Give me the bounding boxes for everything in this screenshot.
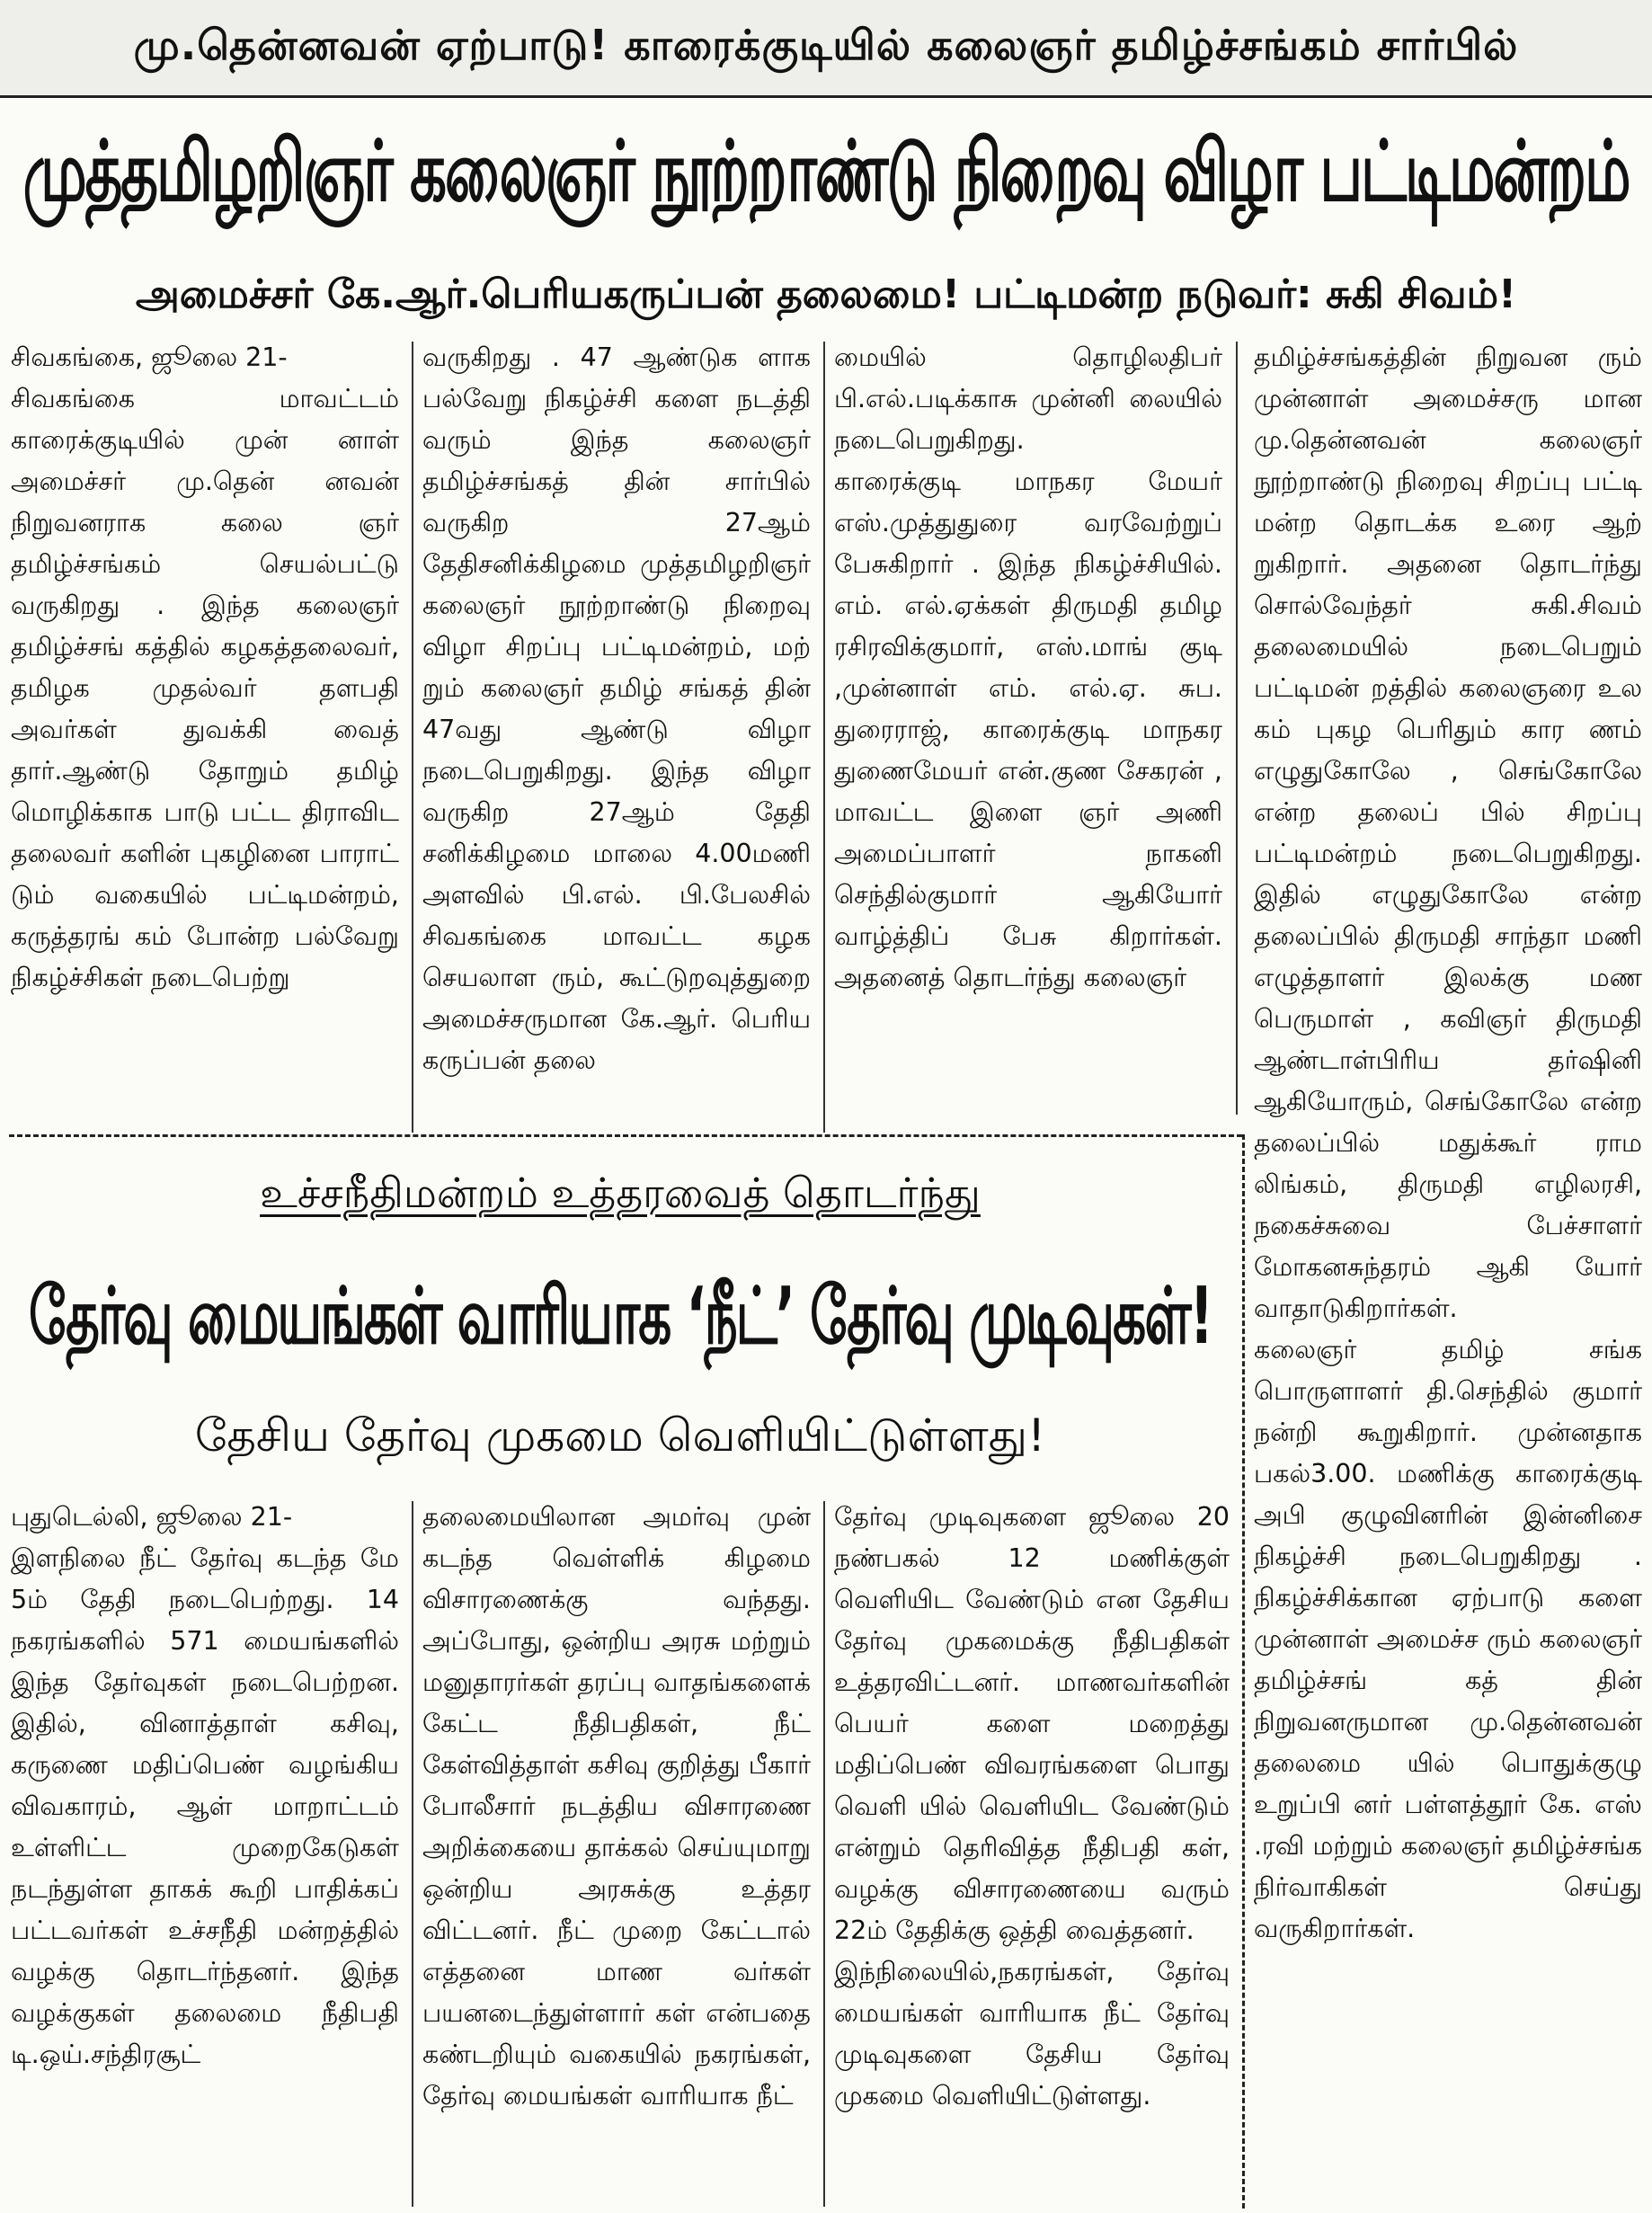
- column-rule: [823, 1501, 825, 2207]
- story1-headline: முத்தமிழறிஞர் கலைஞர் நூற்றாண்டு நிறைவு விழா பட்டிமன்றம்: [22, 124, 1630, 221]
- kicker-text: உச்சநீதிமன்றம் உத்தரவைத் தொடர்ந்து: [260, 1168, 981, 1217]
- story2-subhead: தேசிய தேர்வு முகமை வெளியிட்டுள்ளது!: [194, 1409, 1046, 1462]
- story1-column-2: [422, 337, 811, 1191]
- column-rule: [823, 342, 825, 1133]
- story2-column-2: [422, 1497, 811, 2207]
- kicker-banner: மு.தென்னவன் ஏற்பாடு! காரைக்குடியில் கலைஞர் தமிழ்ச்சங்கம் சார்பில்: [0, 0, 1652, 98]
- column-text: சிவகங்கை, ஜூலை 21- சிவகங்கை மாவட்டம் காரைக்குடியில் முன் னாள் அமைச்சர் மு.தென் னவன் நிறுவனராக கலை ஞர் தமிழ்ச்சங்கம் செயல்பட்டு வருகிறது . இந்த கலைஞர் தமிழ்ச்சங் கத்தில் கழகத்தலைவர், தமிழக முதல்வர் தளபதி அவர்கள் துவக்கி வைத் தார்.ஆண்டு தோறும் தமிழ் மொழிக்காக பாடு பட்ட திராவிட தலைவர் களின் புகழினை பாராட் டும் வகையில் பட்டிமன்றம், கருத்தரங் கம் போன்ற பல்வேறு நிகழ்ச்சிகள் நடைபெற்று: [11, 342, 399, 992]
- column-text: மையில் தொழிலதிபர் பி.எல்.படிக்காசு முன்னி லையில் நடைபெறுகிறது. காரைக்குடி மாநகர மேயர் எஸ்.முத்துதுரை வரவேற்றுப் பேசுகிறார் . இந்த நிகழ்ச்சியில். எம். எல்.ஏக்கள் திருமதி தமிழ ரசிரவிக்குமார், எஸ்.மாங் குடி ,முன்னாள் எம். எல்.ஏ. சுப. துரைராஜ், காரைக்குடி மாநகர துணைமேயர் என்.குண சேகரன் , மாவட்ட இளை ஞர் அணி அமைப்பாளர் நாகனி செந்தில்குமார் ஆகியோர் வாழ்த்திப் பேசு கிறார்கள். அதனைத் தொடர்ந்து கலைஞர்: [834, 342, 1222, 992]
- story-divider: [9, 1134, 1242, 1137]
- story-divider-vertical: [1242, 1134, 1245, 2209]
- column-text: தேர்வு முடிவுகளை ஜூலை 20 நண்பகல் 12 மணிக்குள் வெளியிட வேண்டும் என தேசிய தேர்வு முகமைக்கு நீதிபதிகள் உத்தரவிட்டனர். மாணவர்களின் பெயர் களை மறைத்து மதிப்பெண் விவரங்களை பொது வெளி யில் வெளியிட வேண்டும் என்றும் தெரிவித்த நீதிபதி கள், வழக்கு விசாரணையை வரும் 22ம் தேதிக்கு ஒத்தி வைத்தனர். இந்நிலையில்,நகரங்கள், தேர்வு மையங்கள் வாரியாக நீட் தேர்வு முடிவுகளை தேசிய தேர்வு முகமை வெளியிட்டுள்ளது.: [834, 1502, 1230, 2111]
- column-rule: [412, 1501, 413, 2207]
- column-text: தமிழ்ச்சங்கத்தின் நிறுவன ரும் முன்னாள் அமைச்சரு மான மு.தென்னவன் கலைஞர் நூற்றாண்டு நிறைவு சிறப்பு பட்டி மன்ற தொடக்க உரை ஆற் றுகிறார். அதனை தொடர்ந்து சொல்வேந்தர் சுகி.சிவம் தலைமையில் நடைபெறும் பட்டிமன் றத்தில் கலைஞரை உல கம் புகழ பெரிதும் கார ணம் எழுதுகோலே , செங்கோலே என்ற தலைப் பில் சிறப்பு பட்டிமன்றம் நடைபெறுகிறது. இதில் எழுதுகோலே என்ற தலைப்பில் திருமதி சாந்தா மணி எழுத்தாளர் இலக்கு மண பெருமாள் , கவிஞர் திருமதி ஆண்டாள்பிரிய தர்ஷினி ஆகியோரும், செங்கோலே என்ற தலைப்பில் மதுக்கூர் ராம லிங்கம், திருமதி எழிலரசி, நகைச்சுவை பேச்சாளர் மோகனசுந்தரம் ஆகி யோர் வாதாடுகிறார்கள். கலைஞர் தமிழ் சங்க பொருளாளர் தி.செந்தில் குமார் நன்றி கூறுகிறார். முன்னதாக பகல்3.00. மணிக்கு காரைக்குடி அபி குழுவினரின் இன்னிசை நிகழ்ச்சி நடைபெறுகிறது . நிகழ்ச்சிக்கான ஏற்பாடு களை முன்னாள் அமைச்ச ரும் கலைஞர் தமிழ்ச்சங் கத் தின் நிறுவனருமான மு.தென்னவன் தலைமை யில் பொதுக்குழு உறுப்பி னர் பள்ளத்தூர் கே. எஸ் .ரவி மற்றும் கலைஞர் தமிழ்ச்சங்க நிர்வாகிகள் செய்து வருகிறார்கள்.: [1254, 342, 1642, 1943]
- story1-column-4: [1254, 337, 1642, 2207]
- story2-headline: தேர்வு மையங்கள் வாரியாக ‘நீட்’ தேர்வு முடிவுகள்!: [28, 1270, 1212, 1362]
- story1-subhead: அமைச்சர் கே.ஆர்.பெரியகருப்பன் தலைமை! பட்டிமன்ற நடுவர்: சுகி சிவம்!: [135, 271, 1517, 317]
- column-text: வருகிறது . 47 ஆண்டுக ளாக பல்வேறு நிகழ்ச்சி களை நடத்தி வரும் இந்த கலைஞர் தமிழ்ச்சங்கத் தின் சார்பில் வருகிற 27ஆம் தேதிசனிக்கிழமை முத்தமிழறிஞர் கலைஞர் நூற்றாண்டு நிறைவு விழா சிறப்பு பட்டிமன்றம், மற் றும் கலைஞர் தமிழ் சங்கத் தின் 47வது ஆண்டு விழா நடைபெறுகிறது. இந்த விழா வருகிற 27ஆம் தேதி சனிக்கிழமை மாலை 4.00மணி அளவில் பி.எல். பி.பேலசில் சிவகங்கை மாவட்ட கழக செயலாள ரும், கூட்டுறவுத்துறை அமைச்சருமான கே.ஆர். பெரிய கருப்பன் தலை: [422, 342, 811, 1075]
- column-text: புதுடெல்லி, ஜூலை 21- இளநிலை நீட் தேர்வு கடந்த மே 5ம் தேதி நடைபெற்றது. 14 நகரங்களில் 571 மையங்களில் இந்த தேர்வுகள் நடைபெற்றன. இதில், வினாத்தாள் கசிவு, கருணை மதிப்பெண் வழங்கிய விவகாரம், ஆள் மாறாட்டம் உள்ளிட்ட முறைகேடுகள் நடந்துள்ள தாகக் கூறி பாதிக்கப் பட்டவர்கள் உச்சநீதி மன்றத்தில் வழக்கு தொடர்ந்தனர். இந்த வழக்குகள் தலைமை நீதிபதி டி.ஒய்.சந்திரசூட்: [11, 1502, 399, 2069]
- story1-column-1: [11, 337, 399, 1191]
- column-rule: [412, 342, 413, 1133]
- story2-column-3: [834, 1497, 1230, 2207]
- story2-column-1: [11, 1497, 399, 2207]
- column-text: தலைமையிலான அமர்வு முன் கடந்த வெள்ளிக் கிழமை விசாரணைக்கு வந்தது. அப்போது, ஒன்றிய அரசு மற்றும் மனுதாரர்கள் தரப்பு வாதங்களைக் கேட்ட நீதிபதிகள், நீட் கேள்வித்தாள் கசிவு குறித்து பீகார் போலீசார் நடத்திய விசாரணை அறிக்கையை தாக்கல் செய்யுமாறு ஒன்றிய அரசுக்கு உத்தர விட்டனர். நீட் முறை கேட்டால் எத்தனை மாண வர்கள் பயனடைந்துள்ளார் கள் என்பதை கண்டறியும் வகையில் நகரங்கள், தேர்வு மையங்கள் வாரியாக நீட்: [422, 1502, 811, 2111]
- story1-column-3: [834, 337, 1222, 1191]
- column-rule: [1236, 342, 1238, 1115]
